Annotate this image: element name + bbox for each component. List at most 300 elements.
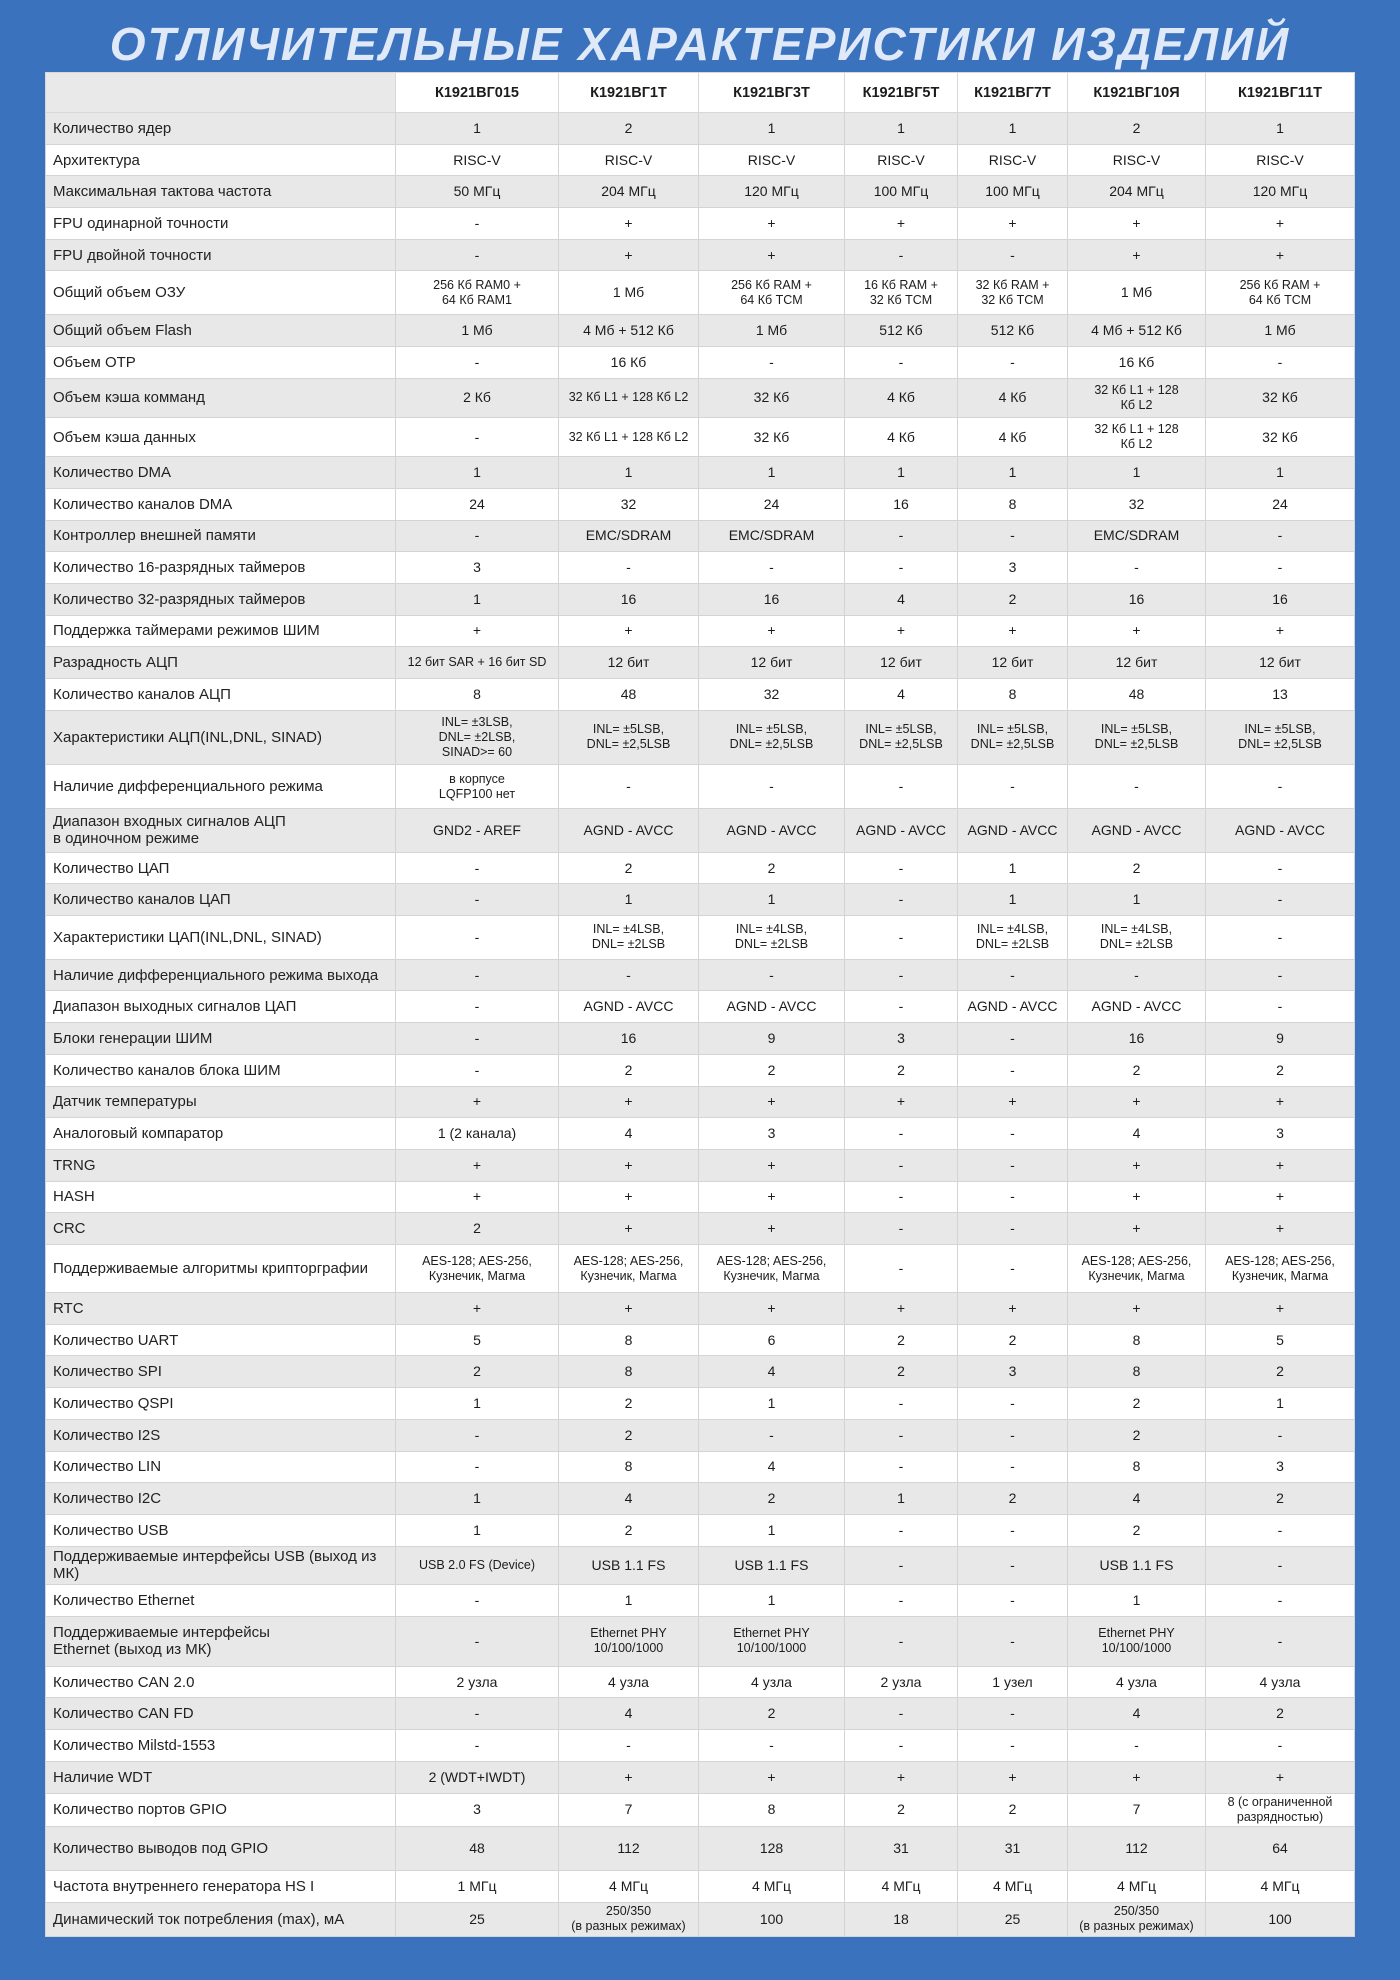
table-cell: 512 Кб (845, 315, 958, 347)
table-cell: RISC-V (1206, 144, 1355, 176)
row-label: Количество SPI (46, 1356, 396, 1388)
row-label: Наличие дифференциального режима (46, 765, 396, 809)
table-cell: + (559, 1213, 699, 1245)
table-cell: - (1206, 1419, 1355, 1451)
table-cell: AES-128; AES-256, Кузнечик, Магма (1206, 1244, 1355, 1292)
table-row (46, 916, 1355, 960)
table-cell: 3 (1206, 1451, 1355, 1483)
table-cell: 6 (699, 1324, 845, 1356)
table-cell: + (1206, 1761, 1355, 1793)
row-label: FPU двойной точности (46, 239, 396, 271)
table-cell: 512 Кб (958, 315, 1068, 347)
table-cell: 2 (1206, 1356, 1355, 1388)
table-cell: 48 (1068, 678, 1206, 710)
row-label: HASH (46, 1181, 396, 1213)
table-cell: - (845, 1244, 958, 1292)
table-cell: 1 (958, 457, 1068, 489)
table-row (46, 520, 1355, 552)
table-cell: INL= ±5LSB, DNL= ±2,5LSB (1206, 710, 1355, 765)
table-cell: 25 (396, 1902, 559, 1936)
table-row (46, 1761, 1355, 1793)
table-cell: 1 (699, 1584, 845, 1616)
table-cell: - (958, 1023, 1068, 1055)
column-header: К1921ВГ7Т (958, 73, 1068, 113)
table-cell: + (699, 208, 845, 240)
table-cell: - (958, 520, 1068, 552)
table-cell: - (845, 1118, 958, 1150)
table-cell: - (396, 1419, 559, 1451)
table-cell: 2 (699, 1054, 845, 1086)
table-cell: + (958, 1293, 1068, 1325)
page-title: ОТЛИЧИТЕЛЬНЫЕ ХАРАКТЕРИСТИКИ ИЗДЕЛИЙ (109, 18, 1291, 70)
table-cell: 4 МГц (559, 1871, 699, 1903)
table-cell: - (845, 959, 958, 991)
table-cell: INL= ±4LSB, DNL= ±2LSB (1068, 916, 1206, 960)
table-cell: RISC-V (396, 144, 559, 176)
table-row (46, 1244, 1355, 1292)
table-cell: + (845, 208, 958, 240)
table-cell: + (396, 1181, 559, 1213)
table-row (46, 144, 1355, 176)
table-cell: INL= ±5LSB, DNL= ±2,5LSB (559, 710, 699, 765)
table-cell: 12 бит (699, 647, 845, 679)
table-cell: RISC-V (845, 144, 958, 176)
table-cell: + (559, 1293, 699, 1325)
table-cell: + (1068, 208, 1206, 240)
row-label: Аналоговый компаратор (46, 1118, 396, 1150)
table-cell: - (958, 1616, 1068, 1666)
table-cell: + (559, 208, 699, 240)
table-cell: 32 Кб (699, 417, 845, 456)
table-cell: 1 (2 канала) (396, 1118, 559, 1150)
table-cell: 2 (1068, 113, 1206, 145)
table-cell: 4 МГц (699, 1871, 845, 1903)
table-cell: 100 (1206, 1902, 1355, 1936)
table-cell: - (699, 1419, 845, 1451)
table-cell: 24 (396, 488, 559, 520)
table-cell: 4 узла (559, 1666, 699, 1698)
table-cell: 256 Кб RAM + 64 Кб TCM (699, 271, 845, 315)
table-cell: 4 узла (699, 1666, 845, 1698)
table-cell: 8 (396, 678, 559, 710)
table-cell: 48 (559, 678, 699, 710)
table-cell: 12 бит (1068, 647, 1206, 679)
table-cell: + (845, 615, 958, 647)
table-cell: - (1206, 765, 1355, 809)
table-cell: + (396, 615, 559, 647)
table-cell: - (845, 1698, 958, 1730)
table-row (46, 378, 1355, 417)
table-row (46, 959, 1355, 991)
row-label: Количество USB (46, 1514, 396, 1546)
table-cell: 120 МГц (699, 176, 845, 208)
row-label: Контроллер внешней памяти (46, 520, 396, 552)
table-cell: + (1068, 1213, 1206, 1245)
table-cell: 8 (958, 678, 1068, 710)
table-cell: 2 (845, 1793, 958, 1827)
table-cell: 32 Кб (699, 378, 845, 417)
table-cell: 8 (1068, 1356, 1206, 1388)
table-cell: 1 узел (958, 1666, 1068, 1698)
table-cell: 4 (845, 583, 958, 615)
table-cell: - (958, 1514, 1068, 1546)
table-cell: - (396, 991, 559, 1023)
table-row (46, 1902, 1355, 1936)
row-label: Объем OTP (46, 346, 396, 378)
table-row (46, 615, 1355, 647)
table-cell: 3 (699, 1118, 845, 1150)
table-cell: + (958, 208, 1068, 240)
table-row (46, 809, 1355, 853)
table-cell: - (958, 1213, 1068, 1245)
table-cell: - (958, 346, 1068, 378)
table-cell: 256 Кб RAM0 + 64 Кб RAM1 (396, 271, 559, 315)
table-cell: 2 (559, 1419, 699, 1451)
table-cell: - (845, 1546, 958, 1584)
table-cell: 16 (1068, 1023, 1206, 1055)
table-cell: 4 (1068, 1483, 1206, 1515)
table-cell: 13 (1206, 678, 1355, 710)
table-cell: 204 МГц (1068, 176, 1206, 208)
table-cell: 1 (1068, 1584, 1206, 1616)
row-label: Поддерживаемые интерфейсы Ethernet (выход из МК) (46, 1616, 396, 1666)
table-cell: - (845, 346, 958, 378)
table-cell: 4 узла (1206, 1666, 1355, 1698)
table-cell: 32 Кб (1206, 378, 1355, 417)
table-cell: 1 МГц (396, 1871, 559, 1903)
table-cell: + (958, 1761, 1068, 1793)
table-cell: + (1206, 1293, 1355, 1325)
table-cell: - (845, 1514, 958, 1546)
table-cell: - (958, 1584, 1068, 1616)
table-cell: 100 МГц (845, 176, 958, 208)
row-label: FPU одинарной точности (46, 208, 396, 240)
table-cell: - (958, 1451, 1068, 1483)
table-row (46, 1324, 1355, 1356)
table-cell: 3 (845, 1023, 958, 1055)
table-cell: USB 1.1 FS (699, 1546, 845, 1584)
table-cell: 4 (699, 1356, 845, 1388)
table-row (46, 710, 1355, 765)
table-cell: + (1068, 239, 1206, 271)
table-cell: 24 (699, 488, 845, 520)
table-row (46, 1149, 1355, 1181)
table-cell: 2 (845, 1054, 958, 1086)
spec-table-body (46, 113, 1355, 1937)
table-cell: 4 МГц (1206, 1871, 1355, 1903)
table-cell: 5 (396, 1324, 559, 1356)
table-cell: 2 (845, 1324, 958, 1356)
table-cell: 5 (1206, 1324, 1355, 1356)
table-cell: AES-128; AES-256, Кузнечик, Магма (559, 1244, 699, 1292)
table-cell: - (396, 916, 559, 960)
table-cell: - (559, 1730, 699, 1762)
table-cell: - (958, 765, 1068, 809)
table-cell: 3 (958, 552, 1068, 584)
table-cell: + (396, 1086, 559, 1118)
table-cell: + (1068, 1181, 1206, 1213)
table-cell: 100 МГц (958, 176, 1068, 208)
row-label: Объем кэша данных (46, 417, 396, 456)
table-cell: 112 (559, 1827, 699, 1871)
table-cell: AES-128; AES-256, Кузнечик, Магма (699, 1244, 845, 1292)
table-cell: 250/350 (в разных режимах) (559, 1902, 699, 1936)
table-cell: - (845, 765, 958, 809)
column-header: К1921ВГ10Я (1068, 73, 1206, 113)
row-label: Количество 16-разрядных таймеров (46, 552, 396, 584)
table-row (46, 1023, 1355, 1055)
table-cell: AGND - AVCC (1068, 991, 1206, 1023)
table-cell: EMC/SDRAM (559, 520, 699, 552)
table-row (46, 271, 1355, 315)
row-label: Количество каналов блока ШИМ (46, 1054, 396, 1086)
header-corner-cell (46, 73, 396, 113)
row-label: Количество LIN (46, 1451, 396, 1483)
table-cell: 1 (559, 1584, 699, 1616)
table-cell: 8 (958, 488, 1068, 520)
table-cell: 2 (1068, 1388, 1206, 1420)
table-cell: + (699, 1149, 845, 1181)
table-cell: 2 (1068, 1514, 1206, 1546)
row-label: Количество ЦАП (46, 852, 396, 884)
table-cell: 16 Кб RAM + 32 Кб TCM (845, 271, 958, 315)
row-label: Количество каналов DMA (46, 488, 396, 520)
table-cell: 4 (699, 1451, 845, 1483)
table-cell: - (958, 1118, 1068, 1150)
table-cell: 32 (1068, 488, 1206, 520)
table-cell: 12 бит (1206, 647, 1355, 679)
table-cell: + (845, 1293, 958, 1325)
table-cell: 1 (1206, 113, 1355, 145)
table-cell: 1 (1206, 1388, 1355, 1420)
table-cell: 7 (559, 1793, 699, 1827)
table-cell: + (559, 1761, 699, 1793)
table-cell: 1 (396, 457, 559, 489)
table-row (46, 1730, 1355, 1762)
table-cell: INL= ±5LSB, DNL= ±2,5LSB (699, 710, 845, 765)
row-label: Поддержка таймерами режимов ШИМ (46, 615, 396, 647)
table-cell: 32 Кб L1 + 128 Кб L2 (1068, 417, 1206, 456)
table-cell: 4 Кб (958, 417, 1068, 456)
table-cell: 4 (1068, 1118, 1206, 1150)
table-cell: 1 Мб (396, 315, 559, 347)
table-cell: 2 (1206, 1698, 1355, 1730)
table-cell: 4 Мб + 512 Кб (559, 315, 699, 347)
table-cell: 4 (559, 1483, 699, 1515)
table-cell: INL= ±4LSB, DNL= ±2LSB (958, 916, 1068, 960)
table-row (46, 991, 1355, 1023)
table-cell: + (699, 239, 845, 271)
table-cell: 8 (с ограниченной разрядностью) (1206, 1793, 1355, 1827)
table-row (46, 1514, 1355, 1546)
table-cell: + (699, 1086, 845, 1118)
table-cell: 32 Кб (1206, 417, 1355, 456)
table-cell: + (699, 615, 845, 647)
table-row (46, 1054, 1355, 1086)
table-cell: - (396, 1451, 559, 1483)
table-cell: 4 Кб (845, 417, 958, 456)
table-cell: 1 (958, 884, 1068, 916)
row-label: Количество UART (46, 1324, 396, 1356)
table-cell: 1 (699, 1388, 845, 1420)
table-cell: 1 (559, 457, 699, 489)
table-cell: - (958, 1419, 1068, 1451)
table-cell: - (396, 208, 559, 240)
table-cell: Ethernet PHY 10/100/1000 (559, 1616, 699, 1666)
table-cell: - (845, 1149, 958, 1181)
table-row (46, 647, 1355, 679)
table-cell: 2 (559, 1514, 699, 1546)
row-label: Характеристики АЦП(INL,DNL, SINAD) (46, 710, 396, 765)
table-cell: + (1068, 1086, 1206, 1118)
row-label: Наличие WDT (46, 1761, 396, 1793)
table-cell: - (396, 417, 559, 456)
table-row (46, 113, 1355, 145)
table-cell: + (559, 1181, 699, 1213)
table-cell: 12 бит (958, 647, 1068, 679)
table-cell: 2 (699, 1698, 845, 1730)
table-cell: 32 Кб L1 + 128 Кб L2 (559, 417, 699, 456)
table-cell: 1 (396, 113, 559, 145)
table-row (46, 1546, 1355, 1584)
spec-table-container (45, 72, 1354, 1937)
table-cell: - (1068, 552, 1206, 584)
table-cell: AGND - AVCC (559, 809, 699, 853)
table-cell: 1 (1068, 457, 1206, 489)
table-row (46, 457, 1355, 489)
table-cell: - (559, 552, 699, 584)
row-label: Диапазон выходных сигналов ЦАП (46, 991, 396, 1023)
table-cell: - (1206, 916, 1355, 960)
table-cell: - (958, 1054, 1068, 1086)
table-cell: AGND - AVCC (559, 991, 699, 1023)
table-cell: 16 (559, 1023, 699, 1055)
table-cell: 1 (1206, 457, 1355, 489)
table-cell: EMC/SDRAM (699, 520, 845, 552)
table-cell: INL= ±4LSB, DNL= ±2LSB (559, 916, 699, 960)
table-row (46, 1356, 1355, 1388)
row-label: Количество QSPI (46, 1388, 396, 1420)
table-cell: USB 1.1 FS (1068, 1546, 1206, 1584)
table-cell: 18 (845, 1902, 958, 1936)
table-cell: 256 Кб RAM + 64 Кб TCM (1206, 271, 1355, 315)
table-row (46, 583, 1355, 615)
table-cell: + (1068, 1293, 1206, 1325)
table-cell: 2 Кб (396, 378, 559, 417)
table-cell: 24 (1206, 488, 1355, 520)
table-row (46, 1213, 1355, 1245)
table-cell: - (1206, 884, 1355, 916)
table-cell: 4 (845, 678, 958, 710)
table-cell: 1 Мб (699, 315, 845, 347)
table-cell: - (958, 1181, 1068, 1213)
table-cell: - (699, 1730, 845, 1762)
table-cell: 2 (958, 1793, 1068, 1827)
table-cell: 128 (699, 1827, 845, 1871)
table-cell: 16 (1206, 583, 1355, 615)
table-cell: 32 (559, 488, 699, 520)
table-cell: 2 (699, 1483, 845, 1515)
table-cell: 2 (WDT+IWDT) (396, 1761, 559, 1793)
row-label: Количество портов GPIO (46, 1793, 396, 1827)
table-cell: - (559, 765, 699, 809)
table-cell: 12 бит (845, 647, 958, 679)
table-cell: 2 (699, 852, 845, 884)
table-cell: - (699, 765, 845, 809)
table-cell: - (396, 1730, 559, 1762)
table-cell: - (845, 1213, 958, 1245)
table-cell: 9 (1206, 1023, 1355, 1055)
table-cell: + (1206, 1213, 1355, 1245)
table-row (46, 1483, 1355, 1515)
table-cell: AGND - AVCC (699, 991, 845, 1023)
row-label: Количество I2C (46, 1483, 396, 1515)
table-cell: 64 (1206, 1827, 1355, 1871)
table-row (46, 678, 1355, 710)
table-cell: 2 (1068, 1419, 1206, 1451)
table-cell: + (699, 1181, 845, 1213)
row-label: Количество ядер (46, 113, 396, 145)
table-cell: + (1206, 239, 1355, 271)
table-row (46, 1181, 1355, 1213)
table-cell: AGND - AVCC (958, 809, 1068, 853)
row-label: Объем кэша комманд (46, 378, 396, 417)
column-header: К1921ВГ015 (396, 73, 559, 113)
table-cell: 32 Кб RAM + 32 Кб TCM (958, 271, 1068, 315)
table-cell: - (396, 884, 559, 916)
table-cell: 4 узла (1068, 1666, 1206, 1698)
table-cell: + (699, 1293, 845, 1325)
row-label: Количество каналов ЦАП (46, 884, 396, 916)
table-cell: - (396, 1584, 559, 1616)
table-cell: 32 Кб L1 + 128 Кб L2 (559, 378, 699, 417)
row-label: Количество Ethernet (46, 1584, 396, 1616)
table-cell: AES-128; AES-256, Кузнечик, Магма (1068, 1244, 1206, 1292)
table-cell: 1 (1068, 884, 1206, 916)
table-cell: 3 (958, 1356, 1068, 1388)
table-cell: INL= ±4LSB, DNL= ±2LSB (699, 916, 845, 960)
column-header: К1921ВГ1Т (559, 73, 699, 113)
table-cell: AGND - AVCC (1206, 809, 1355, 853)
table-cell: 4 Мб + 512 Кб (1068, 315, 1206, 347)
row-label: Количество I2S (46, 1419, 396, 1451)
table-cell: - (845, 991, 958, 1023)
table-row (46, 1616, 1355, 1666)
table-cell: 16 Кб (559, 346, 699, 378)
table-cell: - (845, 552, 958, 584)
table-cell: 32 Кб L1 + 128 Кб L2 (1068, 378, 1206, 417)
table-row (46, 1086, 1355, 1118)
table-row (46, 1666, 1355, 1698)
table-cell: AES-128; AES-256, Кузнечик, Магма (396, 1244, 559, 1292)
table-row (46, 346, 1355, 378)
row-label: Характеристики ЦАП(INL,DNL, SINAD) (46, 916, 396, 960)
row-label: Диапазон входных сигналов АЦП в одиночном режиме (46, 809, 396, 853)
table-cell: 2 (1206, 1054, 1355, 1086)
table-cell: 4 (1068, 1698, 1206, 1730)
table-cell: 16 (845, 488, 958, 520)
table-cell: - (1206, 1730, 1355, 1762)
table-cell: 4 МГц (845, 1871, 958, 1903)
table-cell: 1 (699, 113, 845, 145)
table-cell: 100 (699, 1902, 845, 1936)
table-cell: 2 (958, 1324, 1068, 1356)
table-cell: - (845, 1419, 958, 1451)
table-cell: RISC-V (559, 144, 699, 176)
table-cell: 8 (699, 1793, 845, 1827)
table-cell: - (1206, 346, 1355, 378)
table-cell: 3 (396, 552, 559, 584)
